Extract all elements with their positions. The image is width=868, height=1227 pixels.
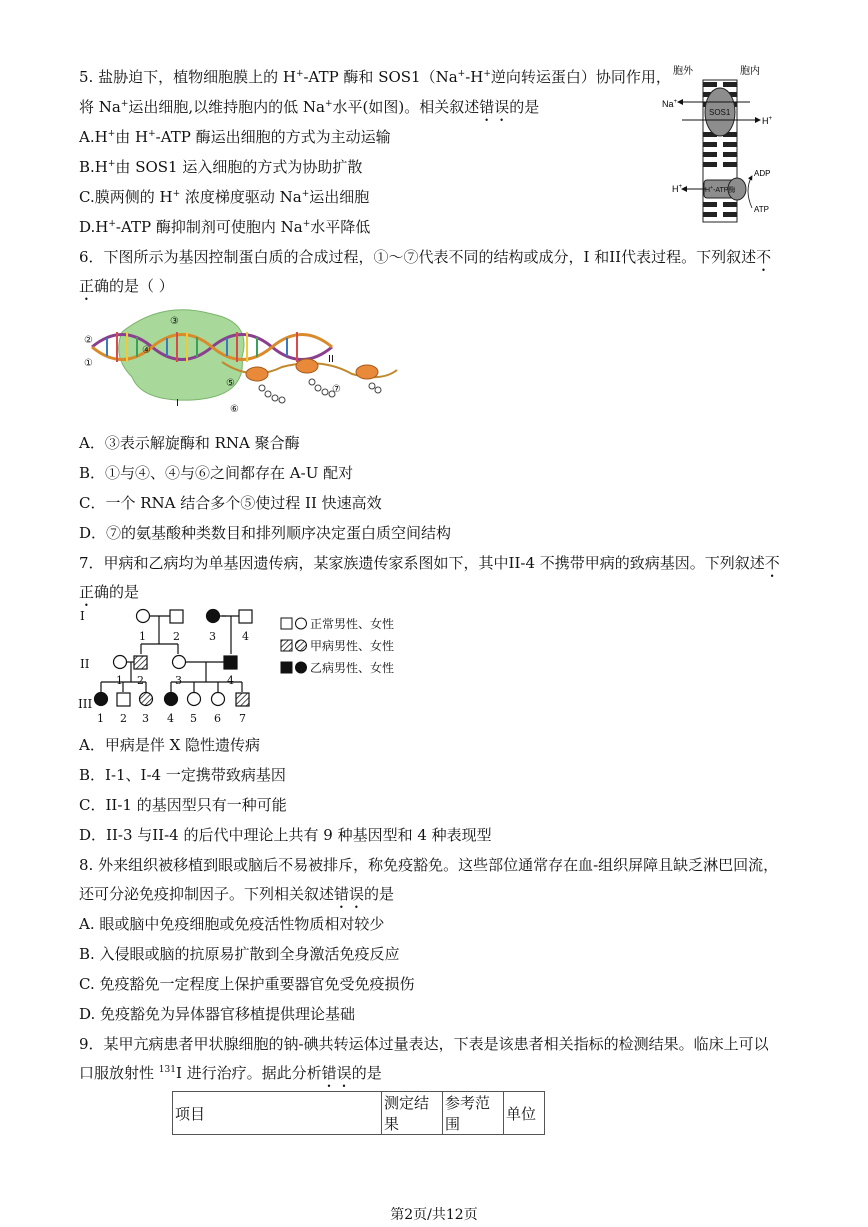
q9-stem-line2: 口服放射性 $^{131}$I 进行治疗。据此分析错误的是 xyxy=(79,1064,382,1082)
svg-text:2: 2 xyxy=(120,712,127,725)
generation-iii-label: III xyxy=(78,697,93,711)
individual-i-1 xyxy=(137,610,150,623)
svg-text:4: 4 xyxy=(227,674,234,687)
q8-option-b: B. 入侵眼或脑的抗原易扩散到全身激活免疫反应 xyxy=(79,945,400,963)
svg-text:4: 4 xyxy=(167,712,174,725)
svg-text:1: 1 xyxy=(97,712,104,725)
q7-stem-line1: 7．甲病和乙病均为单基因遗传病，某家族遗传家系图如下，其中II-4 不携带甲病的致病基因。下列叙述不 xyxy=(79,554,780,572)
generation-i-label: I xyxy=(80,609,85,623)
q7-option-c: C．II-1 的基因型只有一种可能 xyxy=(79,796,287,814)
q7-option-a: A．甲病是伴 X 隐性遗传病 xyxy=(79,736,261,754)
q8-option-d: D. 免疫豁免为异体器官移植提供理论基础 xyxy=(79,1005,356,1023)
fig-na-label: Na+ xyxy=(662,99,678,109)
svg-text:3: 3 xyxy=(142,712,149,725)
individual-i-2 xyxy=(170,610,183,623)
label-3: ③ xyxy=(170,316,179,327)
label-5: ⑤ xyxy=(226,378,235,389)
svg-text:3: 3 xyxy=(175,674,182,687)
q8-stem-line2: 还可分泌免疫抑制因子。下列相关叙述错误的是 xyxy=(79,885,395,903)
q7-pedigree-chart xyxy=(76,604,276,728)
q5-option-d: D.H+-ATP 酶抑制剂可使胞内 Na+水平降低 xyxy=(79,218,371,236)
individual-iii-4 xyxy=(165,693,178,706)
table-header-unit: 单位 xyxy=(504,1092,545,1135)
q5-option-c: C.膜两侧的 H+ 浓度梯度驱动 Na+运出细胞 xyxy=(79,188,370,206)
q5-stem-line1: 5. 盐胁迫下，植物细胞膜上的 H+-ATP 酶和 SOS1（Na+-H+逆向转运蛋白）协同作用， xyxy=(79,68,671,86)
q7-stem-line2: 正确的是 xyxy=(79,583,140,601)
individual-ii-3 xyxy=(173,656,186,669)
legend-disease-b: 乙病男性、女性 xyxy=(310,661,395,675)
q7-option-d: D．II-3 与II-4 的后代中理论上共有 9 种基因型和 4 种表现型 xyxy=(79,826,492,844)
table-row xyxy=(173,1092,545,1135)
legend-normal: 正常男性、女性 xyxy=(310,617,395,631)
individual-ii-4 xyxy=(224,656,237,669)
svg-text:5: 5 xyxy=(190,712,197,725)
table-header-result: 测定结果 xyxy=(382,1092,443,1135)
label-1: ① xyxy=(84,358,93,369)
svg-text:2: 2 xyxy=(137,674,144,687)
individual-i-4 xyxy=(239,610,252,623)
sos1-label: SOS1 xyxy=(709,108,731,117)
svg-text:2: 2 xyxy=(173,630,180,643)
q6-option-a: A．③表示解旋酶和 RNA 聚合酶 xyxy=(79,434,300,452)
atpase-label: H+-ATP酶 xyxy=(705,185,736,194)
generation-ii-label: II xyxy=(80,657,90,671)
q6-option-c: C．一个 RNA 结合多个⑤使过程 II 快速高效 xyxy=(79,494,382,512)
q8-option-a: A. 眼或脑中免疫细胞或免疫活性物质相对较少 xyxy=(79,915,385,933)
svg-text:6: 6 xyxy=(214,712,221,725)
svg-text:1: 1 xyxy=(116,674,123,687)
svg-text:3: 3 xyxy=(209,630,216,643)
fig-inside-label: 胞内 xyxy=(740,66,760,77)
fig-outside-label: 胞外 xyxy=(673,66,693,77)
q5-option-a: A.H+由 H+-ATP 酶运出细胞的方式为主动运输 xyxy=(79,128,391,146)
svg-text:4: 4 xyxy=(242,630,249,643)
svg-text:7: 7 xyxy=(239,712,246,725)
individual-iii-5 xyxy=(188,693,201,706)
table-header-item: 项目 xyxy=(173,1092,382,1135)
q9-metrics-table xyxy=(172,1091,545,1135)
q6-gene-expression-figure xyxy=(82,302,402,420)
individual-ii-2 xyxy=(134,656,147,669)
page-footer: 第2页/共12页 xyxy=(390,1207,478,1223)
q5-option-b: B.H+由 SOS1 运入细胞的方式为协助扩散 xyxy=(79,158,363,176)
process-ii-label: II xyxy=(328,354,334,365)
q8-stem-line1: 8. 外来组织被移植到眼或脑后不易被排斥，称免疫豁免。这些部位通常存在血-组织屏障且缺乏淋巴回流， xyxy=(79,856,779,874)
peptide-chains xyxy=(259,379,381,403)
individual-ii-1 xyxy=(114,656,127,669)
q5-membrane-figure xyxy=(660,62,780,227)
process-i-label: I xyxy=(176,398,179,409)
individual-iii-7 xyxy=(236,693,249,706)
label-6: ⑥ xyxy=(230,404,239,415)
q8-option-c: C. 免疫豁免一定程度上保护重要器官免受免疫损伤 xyxy=(79,975,415,993)
individual-iii-3 xyxy=(140,693,153,706)
fig-atp-label: ATP xyxy=(754,205,769,214)
individual-iii-6 xyxy=(212,693,225,706)
fig-h-right-label: H+ xyxy=(762,116,773,126)
label-2: ② xyxy=(84,335,93,346)
table-header-range: 参考范围 xyxy=(443,1092,504,1135)
svg-text:1: 1 xyxy=(139,630,146,643)
q6-option-d: D．⑦的氨基酸种类数目和排列顺序决定蛋白质空间结构 xyxy=(79,524,452,542)
individual-iii-2 xyxy=(117,693,130,706)
individual-i-3 xyxy=(207,610,220,623)
legend-disease-a: 甲病男性、女性 xyxy=(310,639,395,653)
q6-option-b: B．①与④、④与⑥之间都存在 A-U 配对 xyxy=(79,464,354,482)
individual-iii-1 xyxy=(95,693,108,706)
label-4: ④ xyxy=(142,345,151,356)
q9-stem-line1: 9．某甲亢病患者甲状腺细胞的钠-碘共转运体过量表达，下表是该患者相关指标的检测结果。临床上可以 xyxy=(79,1035,769,1053)
q6-stem-line2: 正确的是（ ） xyxy=(79,277,174,295)
q5-stem-line2: 将 Na+运出细胞,以维持胞内的低 Na+水平(如图)。相关叙述错误的是 xyxy=(79,98,540,116)
fig-adp-label: ADP xyxy=(754,169,771,178)
q7-option-b: B．I-1、I-4 一定携带致病基因 xyxy=(79,766,286,784)
q6-stem-line1: 6．下图所示为基因控制蛋白质的合成过程，①～⑦代表不同的结构或成分，I 和II代表过程。下列叙述不 xyxy=(79,248,772,266)
ribosomes xyxy=(246,359,378,381)
fig-h-left-label: H+ xyxy=(672,184,683,194)
q7-legend xyxy=(280,614,420,680)
label-7: ⑦ xyxy=(332,384,341,395)
